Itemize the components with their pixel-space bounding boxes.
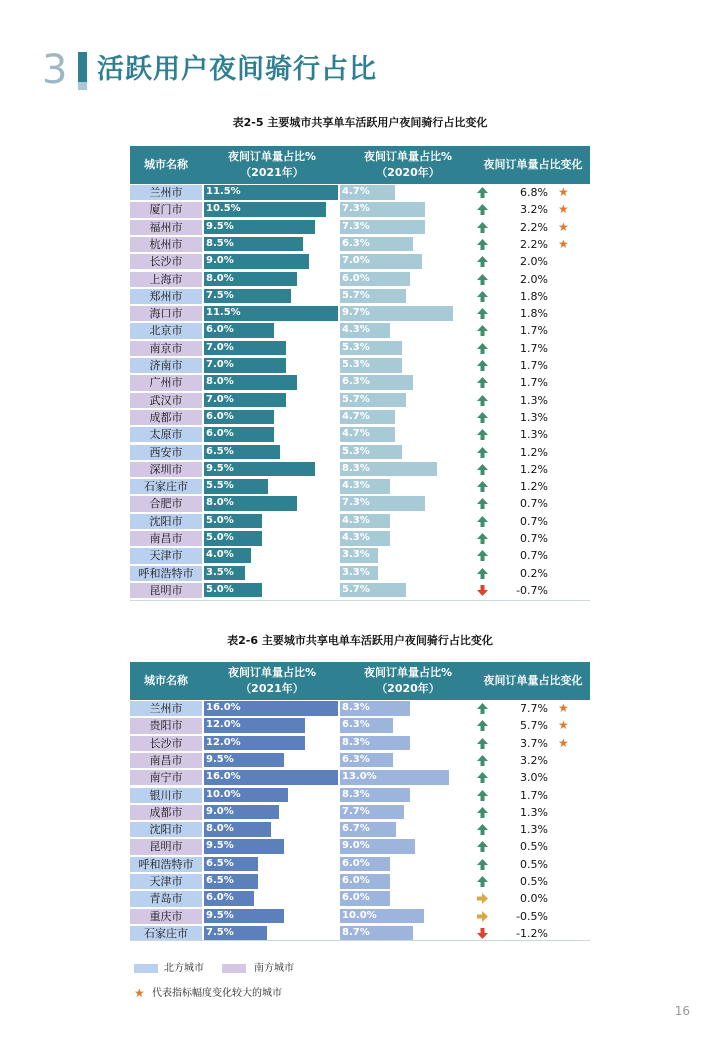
value-2021: 6.5% (206, 875, 234, 886)
table-row (130, 700, 590, 717)
city-name: 杭州市 (130, 237, 202, 252)
change-value: -0.5% (516, 909, 548, 923)
change-value: 1.8% (520, 289, 548, 303)
change-value: 0.7% (520, 549, 548, 563)
city-name: 长沙市 (130, 736, 202, 751)
arrow-up-icon (476, 480, 489, 493)
city-name: 福州市 (130, 220, 202, 235)
value-2020: 4.3% (342, 480, 370, 492)
value-2021: 8.0% (206, 497, 234, 509)
value-2021: 5.0% (206, 583, 234, 595)
header-city: 城市名称 (144, 158, 188, 171)
header-2020-sub: （2020年） (376, 682, 440, 695)
arrow-up-icon (476, 823, 489, 836)
change-value: 0.2% (520, 566, 548, 580)
city-name: 石家庄市 (130, 479, 202, 494)
table-row (130, 219, 590, 236)
value-2021: 9.5% (206, 462, 234, 474)
table-row (130, 271, 590, 288)
city-name: 青岛市 (130, 891, 202, 906)
value-2020: 7.0% (342, 255, 370, 267)
city-name: 银川市 (130, 788, 202, 803)
value-2020: 7.7% (342, 805, 370, 817)
city-name: 沈阳市 (130, 514, 202, 529)
city-name: 昆明市 (130, 583, 202, 598)
header-2021-sub: （2021年） (240, 166, 304, 179)
header-2020-sub: （2020年） (376, 166, 440, 179)
value-2021: 8.5% (206, 237, 234, 249)
value-2020: 7.3% (342, 497, 370, 509)
value-2020: 6.3% (342, 753, 370, 765)
arrow-up-icon (476, 754, 489, 767)
value-2020: 3.3% (342, 566, 370, 578)
value-2020: 9.0% (342, 840, 370, 852)
table-row (130, 478, 590, 495)
change-value: 0.5% (520, 857, 548, 871)
star-icon: ★ (558, 185, 569, 199)
value-2020: 7.3% (342, 203, 370, 215)
table-row (130, 184, 590, 201)
arrow-up-icon (476, 875, 489, 888)
arrow-up-icon (476, 290, 489, 303)
change-value: 2.2% (520, 220, 548, 234)
table-row (130, 565, 590, 582)
city-name: 南昌市 (130, 531, 202, 546)
value-2020: 6.0% (342, 272, 370, 284)
table2-baseline (130, 940, 590, 941)
value-2020: 3.3% (342, 549, 370, 561)
section-title: 活跃用户夜间骑行占比 (97, 54, 377, 85)
legend-south-swatch (222, 964, 246, 973)
arrow-up-icon (476, 737, 489, 750)
table-row (130, 582, 590, 599)
table1-header (130, 146, 590, 184)
value-2021: 16.0% (206, 702, 241, 713)
value-2021: 9.5% (206, 753, 234, 765)
section-accent-bar-light (78, 82, 87, 90)
value-2021: 6.5% (206, 445, 234, 457)
value-2021: 7.0% (206, 359, 234, 370)
header-city: 城市名称 (144, 674, 188, 687)
change-value: 1.3% (520, 823, 548, 837)
change-value: 1.2% (520, 445, 548, 459)
table-row (130, 804, 590, 821)
value-2020: 8.7% (342, 926, 370, 938)
city-name: 兰州市 (130, 701, 202, 716)
legend-south-label: 南方城市 (254, 963, 294, 974)
city-name: 石家庄市 (130, 926, 202, 941)
value-2020: 4.7% (342, 186, 370, 197)
change-value: 1.2% (520, 480, 548, 494)
value-2021: 9.0% (206, 255, 234, 267)
city-name: 厦门市 (130, 202, 202, 217)
change-value: 0.0% (520, 892, 548, 906)
value-2020: 5.7% (342, 583, 370, 595)
table-row (130, 838, 590, 855)
value-2021: 7.0% (206, 341, 234, 353)
page-number: 16 (674, 1004, 690, 1018)
value-2020: 6.0% (342, 892, 370, 904)
arrow-up-icon (476, 411, 489, 424)
change-value: 1.7% (520, 341, 548, 355)
value-2021: 5.0% (206, 532, 234, 543)
change-value: 1.3% (520, 805, 548, 819)
arrow-up-icon (476, 428, 489, 441)
value-2020: 8.3% (342, 462, 370, 474)
table-row (130, 357, 590, 374)
change-value: 1.7% (520, 376, 548, 390)
table-row (130, 495, 590, 512)
value-2021: 11.5% (206, 307, 241, 319)
arrow-up-icon (476, 497, 489, 510)
value-2020: 8.3% (342, 736, 370, 748)
change-value: 1.7% (520, 788, 548, 802)
arrow-up-icon (476, 376, 489, 389)
change-value: 1.7% (520, 324, 548, 338)
table-row (130, 409, 590, 426)
legend-north-label: 北方城市 (164, 963, 204, 974)
table-row (130, 340, 590, 357)
city-name: 天津市 (130, 874, 202, 889)
value-2020: 13.0% (342, 771, 377, 783)
table-row (130, 769, 590, 786)
table-row (130, 787, 590, 804)
table-row (130, 322, 590, 339)
arrow-up-icon (476, 532, 489, 545)
arrow-right-icon (476, 892, 489, 905)
city-name: 贵阳市 (130, 718, 202, 733)
table2-header (130, 662, 590, 700)
table-row (130, 513, 590, 530)
value-2021: 6.0% (206, 892, 234, 904)
value-2021: 16.0% (206, 771, 241, 783)
value-2020: 10.0% (342, 909, 377, 921)
star-icon: ★ (558, 735, 569, 750)
table-row (130, 426, 590, 443)
change-value: 1.7% (520, 359, 548, 372)
arrow-right-icon (476, 910, 489, 923)
legend-star-note: 代表指标幅度变化较大的城市 (152, 988, 282, 999)
arrow-up-icon (476, 186, 489, 199)
value-2020: 5.3% (342, 359, 370, 370)
section-accent-bar (78, 52, 87, 82)
header-change: 夜间订单量占比变化 (483, 158, 583, 171)
value-2021: 6.0% (206, 410, 234, 422)
table-row (130, 530, 590, 547)
change-value: 3.2% (520, 203, 548, 217)
value-2020: 6.0% (342, 875, 370, 886)
arrow-up-icon (476, 858, 489, 871)
value-2021: 7.0% (206, 393, 234, 405)
star-icon: ★ (558, 718, 569, 733)
value-2021: 9.5% (206, 220, 234, 232)
star-icon: ★ (558, 219, 569, 234)
change-value: 1.8% (520, 307, 548, 321)
value-2021: 6.0% (206, 324, 234, 336)
city-name: 长沙市 (130, 254, 202, 269)
city-name: 济南市 (130, 358, 202, 373)
city-name: 西安市 (130, 445, 202, 460)
change-value: 0.5% (520, 875, 548, 888)
value-2020: 4.3% (342, 532, 370, 543)
table-row (130, 908, 590, 925)
value-2020: 6.0% (342, 857, 370, 869)
value-2020: 9.7% (342, 307, 370, 319)
value-2021: 7.5% (206, 926, 234, 938)
star-icon: ★ (558, 202, 569, 217)
legend-north-swatch (134, 964, 158, 973)
header-2021: 夜间订单量占比% (227, 150, 317, 163)
change-value: -0.7% (516, 583, 548, 597)
value-2020: 4.3% (342, 514, 370, 526)
city-name: 天津市 (130, 548, 202, 563)
value-2021: 8.0% (206, 823, 234, 835)
value-2020: 8.3% (342, 702, 370, 713)
table-row (130, 288, 590, 305)
change-value: -1.2% (516, 926, 548, 940)
city-name: 太原市 (130, 427, 202, 442)
value-2020: 6.3% (342, 719, 370, 731)
arrow-down-icon (476, 584, 489, 597)
value-2020: 4.7% (342, 428, 370, 440)
value-2021: 9.5% (206, 909, 234, 921)
city-name: 合肥市 (130, 496, 202, 511)
table1-baseline (130, 600, 590, 601)
value-2020: 5.3% (342, 341, 370, 353)
city-name: 上海市 (130, 272, 202, 287)
value-2020: 5.7% (342, 393, 370, 405)
header-2020: 夜间订单量占比% (363, 150, 453, 163)
city-name: 南昌市 (130, 753, 202, 768)
table2-caption: 表2-6 主要城市共享电单车活跃用户夜间骑行占比变化 (227, 634, 493, 647)
arrow-up-icon (476, 567, 489, 580)
value-2021: 8.0% (206, 376, 234, 388)
arrow-up-icon (476, 719, 489, 732)
city-name: 昆明市 (130, 839, 202, 854)
change-value: 3.0% (520, 771, 548, 785)
arrow-up-icon (476, 273, 489, 286)
value-2021: 5.0% (206, 514, 234, 526)
arrow-up-icon (476, 515, 489, 528)
arrow-up-icon (476, 446, 489, 459)
table-row (130, 253, 590, 270)
table-row (130, 305, 590, 322)
table-row (130, 236, 590, 253)
city-name: 南京市 (130, 341, 202, 356)
value-2020: 6.3% (342, 376, 370, 388)
table-row (130, 374, 590, 391)
value-2021: 7.5% (206, 289, 234, 301)
city-name: 南宁市 (130, 770, 202, 785)
table-row (130, 717, 590, 734)
arrow-up-icon (476, 342, 489, 355)
value-2021: 12.0% (206, 719, 241, 731)
arrow-down-icon (476, 927, 489, 940)
table-row (130, 873, 590, 890)
table-row (130, 547, 590, 564)
city-name: 广州市 (130, 375, 202, 390)
arrow-up-icon (476, 394, 489, 407)
table-row (130, 821, 590, 838)
section-number: 3 (42, 47, 68, 93)
arrow-up-icon (476, 702, 489, 715)
header-2021-sub: （2021年） (240, 682, 304, 695)
arrow-up-icon (476, 789, 489, 802)
star-icon: ★ (134, 986, 145, 1000)
table-row (130, 856, 590, 873)
header-change: 夜间订单量占比变化 (483, 674, 583, 687)
city-name: 成都市 (130, 410, 202, 425)
change-value: 7.7% (520, 702, 548, 715)
value-2021: 4.0% (206, 549, 234, 561)
header-2020: 夜间订单量占比% (363, 666, 453, 679)
change-value: 0.7% (520, 497, 548, 511)
value-2021: 6.0% (206, 428, 234, 440)
change-value: 1.3% (520, 410, 548, 424)
table-row (130, 752, 590, 769)
arrow-up-icon (476, 840, 489, 853)
value-2021: 9.5% (206, 840, 234, 852)
arrow-up-icon (476, 255, 489, 268)
value-2021: 5.5% (206, 480, 234, 492)
value-2020: 4.3% (342, 324, 370, 336)
table1-caption: 表2-5 主要城市共享单车活跃用户夜间骑行占比变化 (232, 116, 488, 129)
arrow-up-icon (476, 771, 489, 784)
table-row (130, 201, 590, 218)
star-icon: ★ (558, 236, 569, 251)
value-2020: 5.7% (342, 289, 370, 301)
table-row (130, 444, 590, 461)
change-value: 1.3% (520, 393, 548, 407)
arrow-up-icon (476, 221, 489, 234)
city-name: 郑州市 (130, 289, 202, 304)
change-value: 6.8% (520, 186, 548, 199)
change-value: 3.7% (520, 736, 548, 750)
change-value: 5.7% (520, 719, 548, 733)
header-2021: 夜间订单量占比% (227, 666, 317, 679)
city-name: 重庆市 (130, 909, 202, 924)
change-value: 0.7% (520, 514, 548, 528)
value-2020: 7.3% (342, 220, 370, 232)
arrow-up-icon (476, 324, 489, 337)
star-icon: ★ (558, 701, 569, 715)
city-name: 深圳市 (130, 462, 202, 477)
city-name: 沈阳市 (130, 822, 202, 837)
value-2021: 8.0% (206, 272, 234, 284)
value-2020: 5.3% (342, 445, 370, 457)
table-row (130, 735, 590, 752)
table-row (130, 890, 590, 907)
city-name: 呼和浩特市 (130, 857, 202, 872)
city-name: 北京市 (130, 323, 202, 338)
value-2021: 10.0% (206, 788, 241, 800)
change-value: 2.0% (520, 255, 548, 269)
arrow-up-icon (476, 307, 489, 320)
value-2021: 10.5% (206, 203, 241, 215)
change-value: 0.7% (520, 532, 548, 545)
value-2021: 3.5% (206, 566, 234, 578)
change-value: 1.3% (520, 428, 548, 442)
table-row (130, 461, 590, 478)
value-2020: 6.7% (342, 823, 370, 835)
arrow-up-icon (476, 463, 489, 476)
arrow-up-icon (476, 359, 489, 372)
arrow-up-icon (476, 806, 489, 819)
table-row (130, 392, 590, 409)
value-2021: 9.0% (206, 805, 234, 817)
arrow-up-icon (476, 238, 489, 251)
city-name: 呼和浩特市 (130, 566, 202, 581)
value-2020: 8.3% (342, 788, 370, 800)
city-name: 海口市 (130, 306, 202, 321)
city-name: 成都市 (130, 805, 202, 820)
arrow-up-icon (476, 549, 489, 562)
value-2021: 11.5% (206, 186, 241, 197)
city-name: 兰州市 (130, 185, 202, 200)
value-2020: 4.7% (342, 410, 370, 422)
value-2020: 6.3% (342, 237, 370, 249)
arrow-up-icon (476, 203, 489, 216)
city-name: 武汉市 (130, 393, 202, 408)
value-2021: 6.5% (206, 857, 234, 869)
change-value: 3.2% (520, 753, 548, 767)
change-value: 1.2% (520, 462, 548, 476)
change-value: 2.2% (520, 237, 548, 251)
change-value: 2.0% (520, 272, 548, 286)
value-2021: 12.0% (206, 736, 241, 748)
change-value: 0.5% (520, 840, 548, 854)
